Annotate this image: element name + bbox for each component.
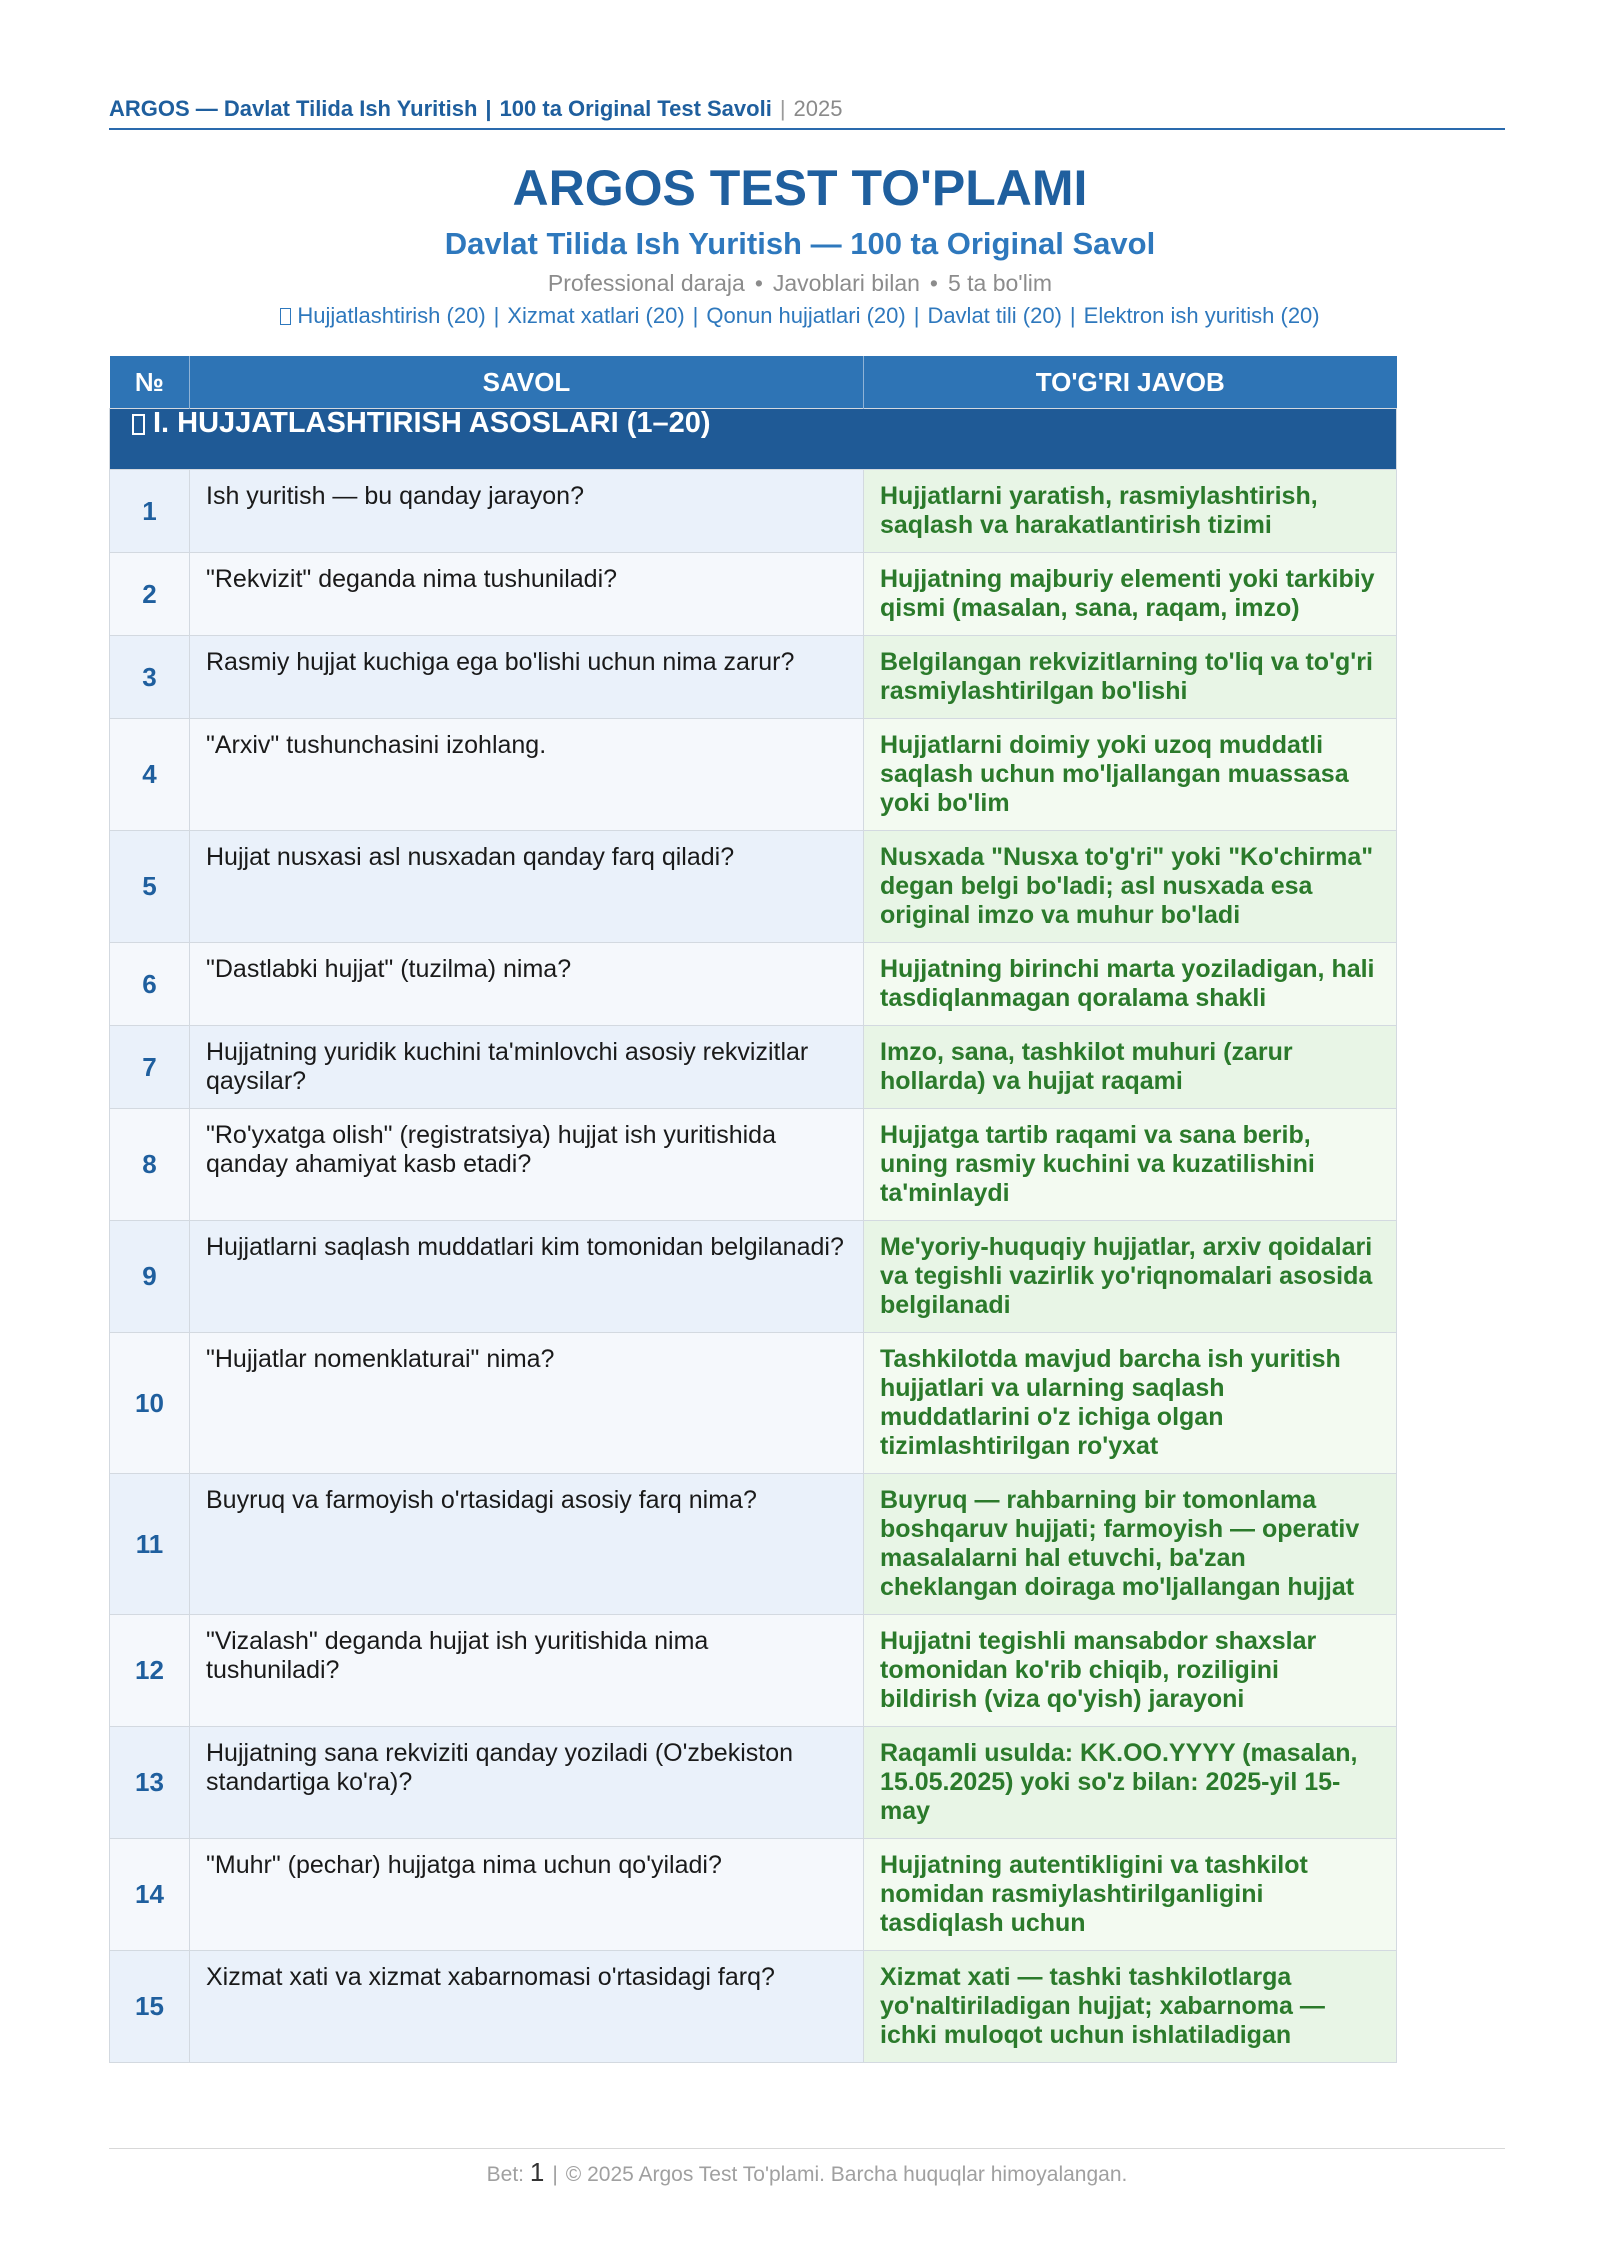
section-index-separator: | xyxy=(692,303,699,328)
section-index-separator: | xyxy=(913,303,920,328)
section-row xyxy=(110,409,1397,470)
answer-cell: Hujjatning majburiy elementi yoki tarkibiy qismi (masalan, sana, raqam, imzo) xyxy=(864,553,1397,636)
questions-table xyxy=(109,356,1397,2063)
question-cell: "Arxiv" tushunchasini izohlang. xyxy=(190,719,864,831)
table-row xyxy=(110,553,1397,636)
section-index-item: Elektron ish yuritish (20) xyxy=(1083,303,1320,328)
answer-cell: Hujjatning autentikligini va tashkilot nomidan rasmiylashtirilganligini tasdiqlash uchun xyxy=(864,1839,1397,1951)
table-row xyxy=(110,1221,1397,1333)
table-row xyxy=(110,1951,1397,2063)
row-number: 12 xyxy=(110,1615,190,1727)
table-row xyxy=(110,1615,1397,1727)
running-header xyxy=(109,94,1505,130)
section-index-item: Xizmat xatlari (20) xyxy=(507,303,685,328)
meta-dot: • xyxy=(929,270,938,296)
row-number: 2 xyxy=(110,553,190,636)
header-separator: | xyxy=(779,96,786,121)
question-cell: "Ro'yxatga olish" (registratsiya) hujjat ish yuritishida qanday ahamiyat kasb etadi? xyxy=(190,1109,864,1221)
sections-index xyxy=(0,301,1600,331)
question-cell: "Dastlabki hujjat" (tuzilma) nima? xyxy=(190,943,864,1026)
section-title-cell xyxy=(110,409,1397,470)
answer-cell: Belgilangan rekvizitlarning to'liq va to'g'ri rasmiylashtirilgan bo'lishi xyxy=(864,636,1397,719)
answer-cell: Hujjatlarni doimiy yoki uzoq muddatli saqlash uchun mo'ljallangan muassasa yoki bo'lim xyxy=(864,719,1397,831)
header-separator: | xyxy=(485,96,492,121)
row-number: 3 xyxy=(110,636,190,719)
table-header-row xyxy=(110,356,1397,409)
page-footer xyxy=(109,2148,1505,2190)
missing-glyph-icon xyxy=(132,414,145,435)
answer-cell: Raqamli usulda: KK.OO.YYYY (masalan, 15.05.2025) yoki so'z bilan: 2025-yil 15-may xyxy=(864,1727,1397,1839)
footer-separator: | xyxy=(552,2163,558,2186)
row-number: 6 xyxy=(110,943,190,1026)
section-index-item: Davlat tili (20) xyxy=(927,303,1062,328)
footer-page-label: Bet: xyxy=(486,2163,524,2186)
column-header-answer: TO'G'RI JAVOB xyxy=(864,356,1397,409)
missing-glyph-icon xyxy=(280,308,291,325)
row-number: 4 xyxy=(110,719,190,831)
question-cell: "Hujjatlar nomenklaturai" nima? xyxy=(190,1333,864,1474)
row-number: 5 xyxy=(110,831,190,943)
table-row xyxy=(110,1109,1397,1221)
table-row xyxy=(110,943,1397,1026)
row-number: 10 xyxy=(110,1333,190,1474)
table-row xyxy=(110,1727,1397,1839)
answer-cell: Hujjatlarni yaratish, rasmiylashtirish, saqlash va harakatlantirish tizimi xyxy=(864,470,1397,553)
row-number: 8 xyxy=(110,1109,190,1221)
table-row xyxy=(110,636,1397,719)
row-number: 13 xyxy=(110,1727,190,1839)
page-subtitle: Davlat Tilida Ish Yuritish — 100 ta Original Savol xyxy=(444,226,1156,261)
section-title: I. HUJJATLASHTIRISH ASOSLARI (1–20) xyxy=(153,407,711,439)
answer-cell: Imzo, sana, tashkilot muhuri (zarur hollarda) va hujjat raqami xyxy=(864,1026,1397,1109)
question-cell: Hujjatning yuridik kuchini ta'minlovchi asosiy rekvizitlar qaysilar? xyxy=(190,1026,864,1109)
question-cell: "Vizalash" deganda hujjat ish yuritishida nima tushuniladi? xyxy=(190,1615,864,1727)
row-number: 1 xyxy=(110,470,190,553)
answer-cell: Buyruq — rahbarning bir tomonlama boshqaruv hujjati; farmoyish — operativ masalalarni hal etuvchi, ba'zan cheklangan doiraga mo'ljallangan hujjat xyxy=(864,1474,1397,1615)
question-cell: Hujjat nusxasi asl nusxadan qanday farq qiladi? xyxy=(190,831,864,943)
question-cell: "Rekvizit" deganda nima tushuniladi? xyxy=(190,553,864,636)
meta-answers: Javoblari bilan xyxy=(772,270,920,296)
question-cell: Hujjatlarni saqlash muddatlari kim tomonidan belgilanadi? xyxy=(190,1221,864,1333)
page-title: ARGOS TEST TO'PLAMI xyxy=(512,160,1088,216)
question-cell: Buyruq va farmoyish o'rtasidagi asosiy farq nima? xyxy=(190,1474,864,1615)
section-index-item: Qonun hujjatlari (20) xyxy=(706,303,906,328)
table-row xyxy=(110,719,1397,831)
meta-dot: • xyxy=(754,270,763,296)
answer-cell: Me'yoriy-huquqiy hujjatlar, arxiv qoidalari va tegishli vazirlik yo'riqnomalari asosida belgilanadi xyxy=(864,1221,1397,1333)
row-number: 9 xyxy=(110,1221,190,1333)
section-index-separator: | xyxy=(1069,303,1076,328)
meta-parts: 5 ta bo'lim xyxy=(947,270,1053,296)
meta-line xyxy=(0,268,1600,298)
row-number: 7 xyxy=(110,1026,190,1109)
table-row xyxy=(110,1333,1397,1474)
question-cell: Hujjatning sana rekviziti qanday yoziladi (O'zbekiston standartiga ko'ra)? xyxy=(190,1727,864,1839)
question-cell: Ish yuritish — bu qanday jarayon? xyxy=(190,470,864,553)
row-number: 14 xyxy=(110,1839,190,1951)
table-row xyxy=(110,1839,1397,1951)
row-number: 15 xyxy=(110,1951,190,2063)
question-cell: "Muhr" (pechar) hujjatga nima uchun qo'yiladi? xyxy=(190,1839,864,1951)
answer-cell: Xizmat xati — tashki tashkilotlarga yo'naltiriladigan hujjat; xabarnoma — ichki muloqot uchun ishlatiladigan xyxy=(864,1951,1397,2063)
question-cell: Rasmiy hujjat kuchiga ega bo'lishi uchun nima zarur? xyxy=(190,636,864,719)
column-header-question: SAVOL xyxy=(190,356,864,409)
question-cell: Xizmat xati va xizmat xabarnomasi o'rtasidagi farq? xyxy=(190,1951,864,2063)
footer-copyright: © 2025 Argos Test To'plami. Barcha huquqlar himoyalangan. xyxy=(565,2163,1128,2186)
table-row xyxy=(110,470,1397,553)
footer-page-number: 1 xyxy=(529,2157,545,2187)
table-row xyxy=(110,1026,1397,1109)
column-header-number: № xyxy=(110,356,190,409)
meta-level: Professional daraja xyxy=(547,270,745,296)
section-index-separator: | xyxy=(493,303,500,328)
header-subtitle: 100 ta Original Test Savoli xyxy=(499,96,772,121)
header-year: 2025 xyxy=(793,96,843,121)
answer-cell: Nusxada "Nusxa to'g'ri" yoki "Ko'chirma" degan belgi bo'ladi; asl nusxada esa original imzo va muhur bo'ladi xyxy=(864,831,1397,943)
row-number: 11 xyxy=(110,1474,190,1615)
table-row xyxy=(110,831,1397,943)
answer-cell: Hujjatga tartib raqami va sana berib, uning rasmiy kuchini va kuzatilishini ta'minlaydi xyxy=(864,1109,1397,1221)
section-index-item: Hujjatlashtirish (20) xyxy=(297,303,486,328)
answer-cell: Tashkilotda mavjud barcha ish yuritish hujjatlari va ularning saqlash muddatlarini o'z ichiga olgan tizimlashtirilgan ro'yxat xyxy=(864,1333,1397,1474)
answer-cell: Hujjatning birinchi marta yoziladigan, hali tasdiqlanmagan qoralama shakli xyxy=(864,943,1397,1026)
answer-cell: Hujjatni tegishli mansabdor shaxslar tomonidan ko'rib chiqib, roziligini bildirish (viza qo'yish) jarayoni xyxy=(864,1615,1397,1727)
table-row xyxy=(110,1474,1397,1615)
header-brand: ARGOS — Davlat Tilida Ish Yuritish xyxy=(109,96,478,121)
